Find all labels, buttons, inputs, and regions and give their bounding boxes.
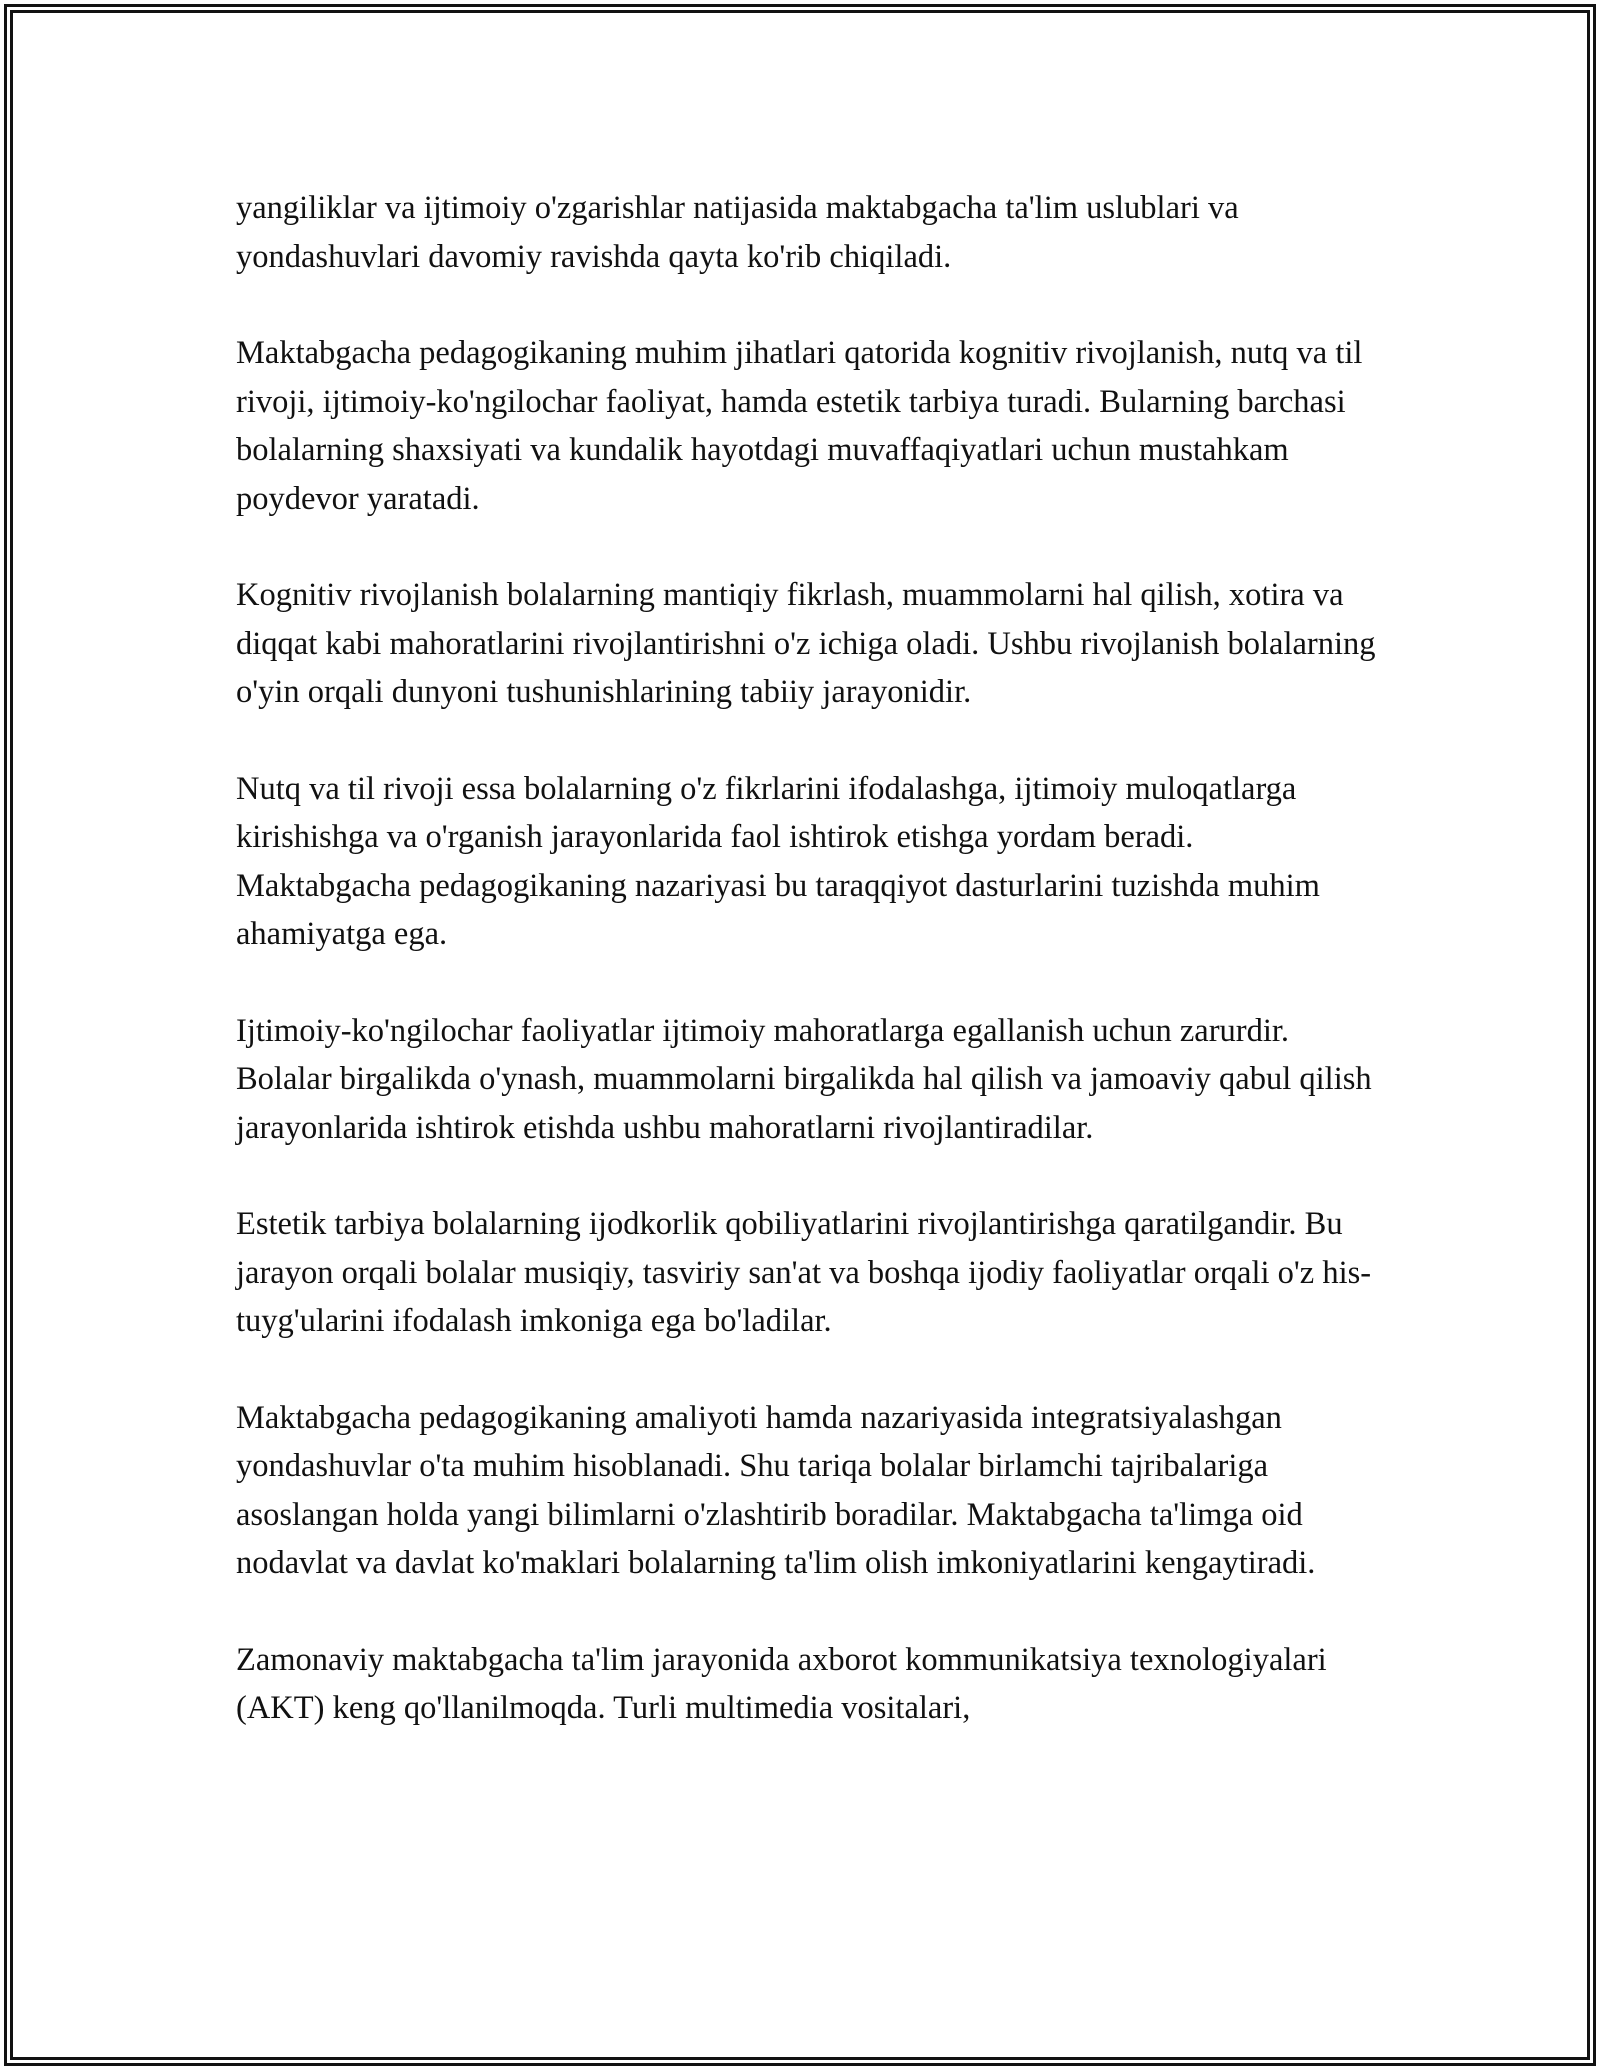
- paragraph-7: Maktabgacha pedagogikaning amaliyoti hamda nazariyasida integratsiyalashgan yondashuvlar o'ta muhim hisoblanadi. Shu tariqa bolalar birlamchi tajribalariga asoslangan holda yangi bilimlarni o'zlashtirib boradilar. Maktabgacha ta'limga oid nodavlat va davlat ko'maklari bolalarning ta'lim olish imkoniyatlarini kengaytiradi.: [236, 1399, 1316, 1581]
- paragraph-3: Kognitiv rivojlanish bolalarning mantiqiy fikrlash, muammolarni hal qilish, xotira va diqqat kabi mahoratlarini rivojlantirishni o'z ichiga oladi. Ushbu rivojlanish bolalarning o'yin orqali dunyoni tushunishlarining tabiiy jarayonidir.: [236, 577, 1376, 710]
- paragraph-4: Nutq va til rivoji essa bolalarning o'z fikrlarini ifodalashga, ijtimoiy muloqatlarga kirishishga va o'rganish jarayonlarida faol ishtirok etishga yordam beradi. Maktabgacha pedagogikaning nazariyasi bu taraqqiyot dasturlarini tuzishda muhim ahamiyatga ega.: [236, 770, 1320, 952]
- paragraph-1: yangiliklar va ijtimoiy o'zgarishlar natijasida maktabgacha ta'lim uslublari va yondashuvlari davomiy ravishda qayta ko'rib chiqiladi.: [236, 190, 1239, 275]
- paragraph-6: Estetik tarbiya bolalarning ijodkorlik qobiliyatlarini rivojlantirishga qaratilgandir. Bu jarayon orqali bolalar musiqiy, tasviriy san'at va boshqa ijodiy faoliyatlar orqali o'z his-tuyg'ularini ifodalash imkoniga ega bo'ladilar.: [236, 1206, 1372, 1339]
- document-body: [236, 184, 1376, 1904]
- paragraph-5: Ijtimoiy-ko'ngilochar faoliyatlar ijtimoiy mahoratlarga egallanish uchun zarurdir. Bolalar birgalikda o'ynash, muammolarni birgalikda hal qilish va jamoaviy qabul qilish jarayonlarida ishtirok etishda ushbu mahoratlarni rivojlantiradilar.: [236, 1012, 1372, 1146]
- paragraph-2: Maktabgacha pedagogikaning muhim jihatlari qatorida kognitiv rivojlanish, nutq va til rivoji, ijtimoiy-ko'ngilochar faoliyat, hamda estetik tarbiya turadi. Bularning barchasi bolalarning shaxsiyati va kundalik hayotdagi muvaffaqiyatlari uchun mustahkam poydevor yaratadi.: [236, 335, 1363, 517]
- paragraph-8: Zamonaviy maktabgacha ta'lim jarayonida axborot kommunikatsiya texnologiyalari (AKT) keng qo'llanilmoqda. Turli multimedia vositalari,: [236, 1641, 1327, 1726]
